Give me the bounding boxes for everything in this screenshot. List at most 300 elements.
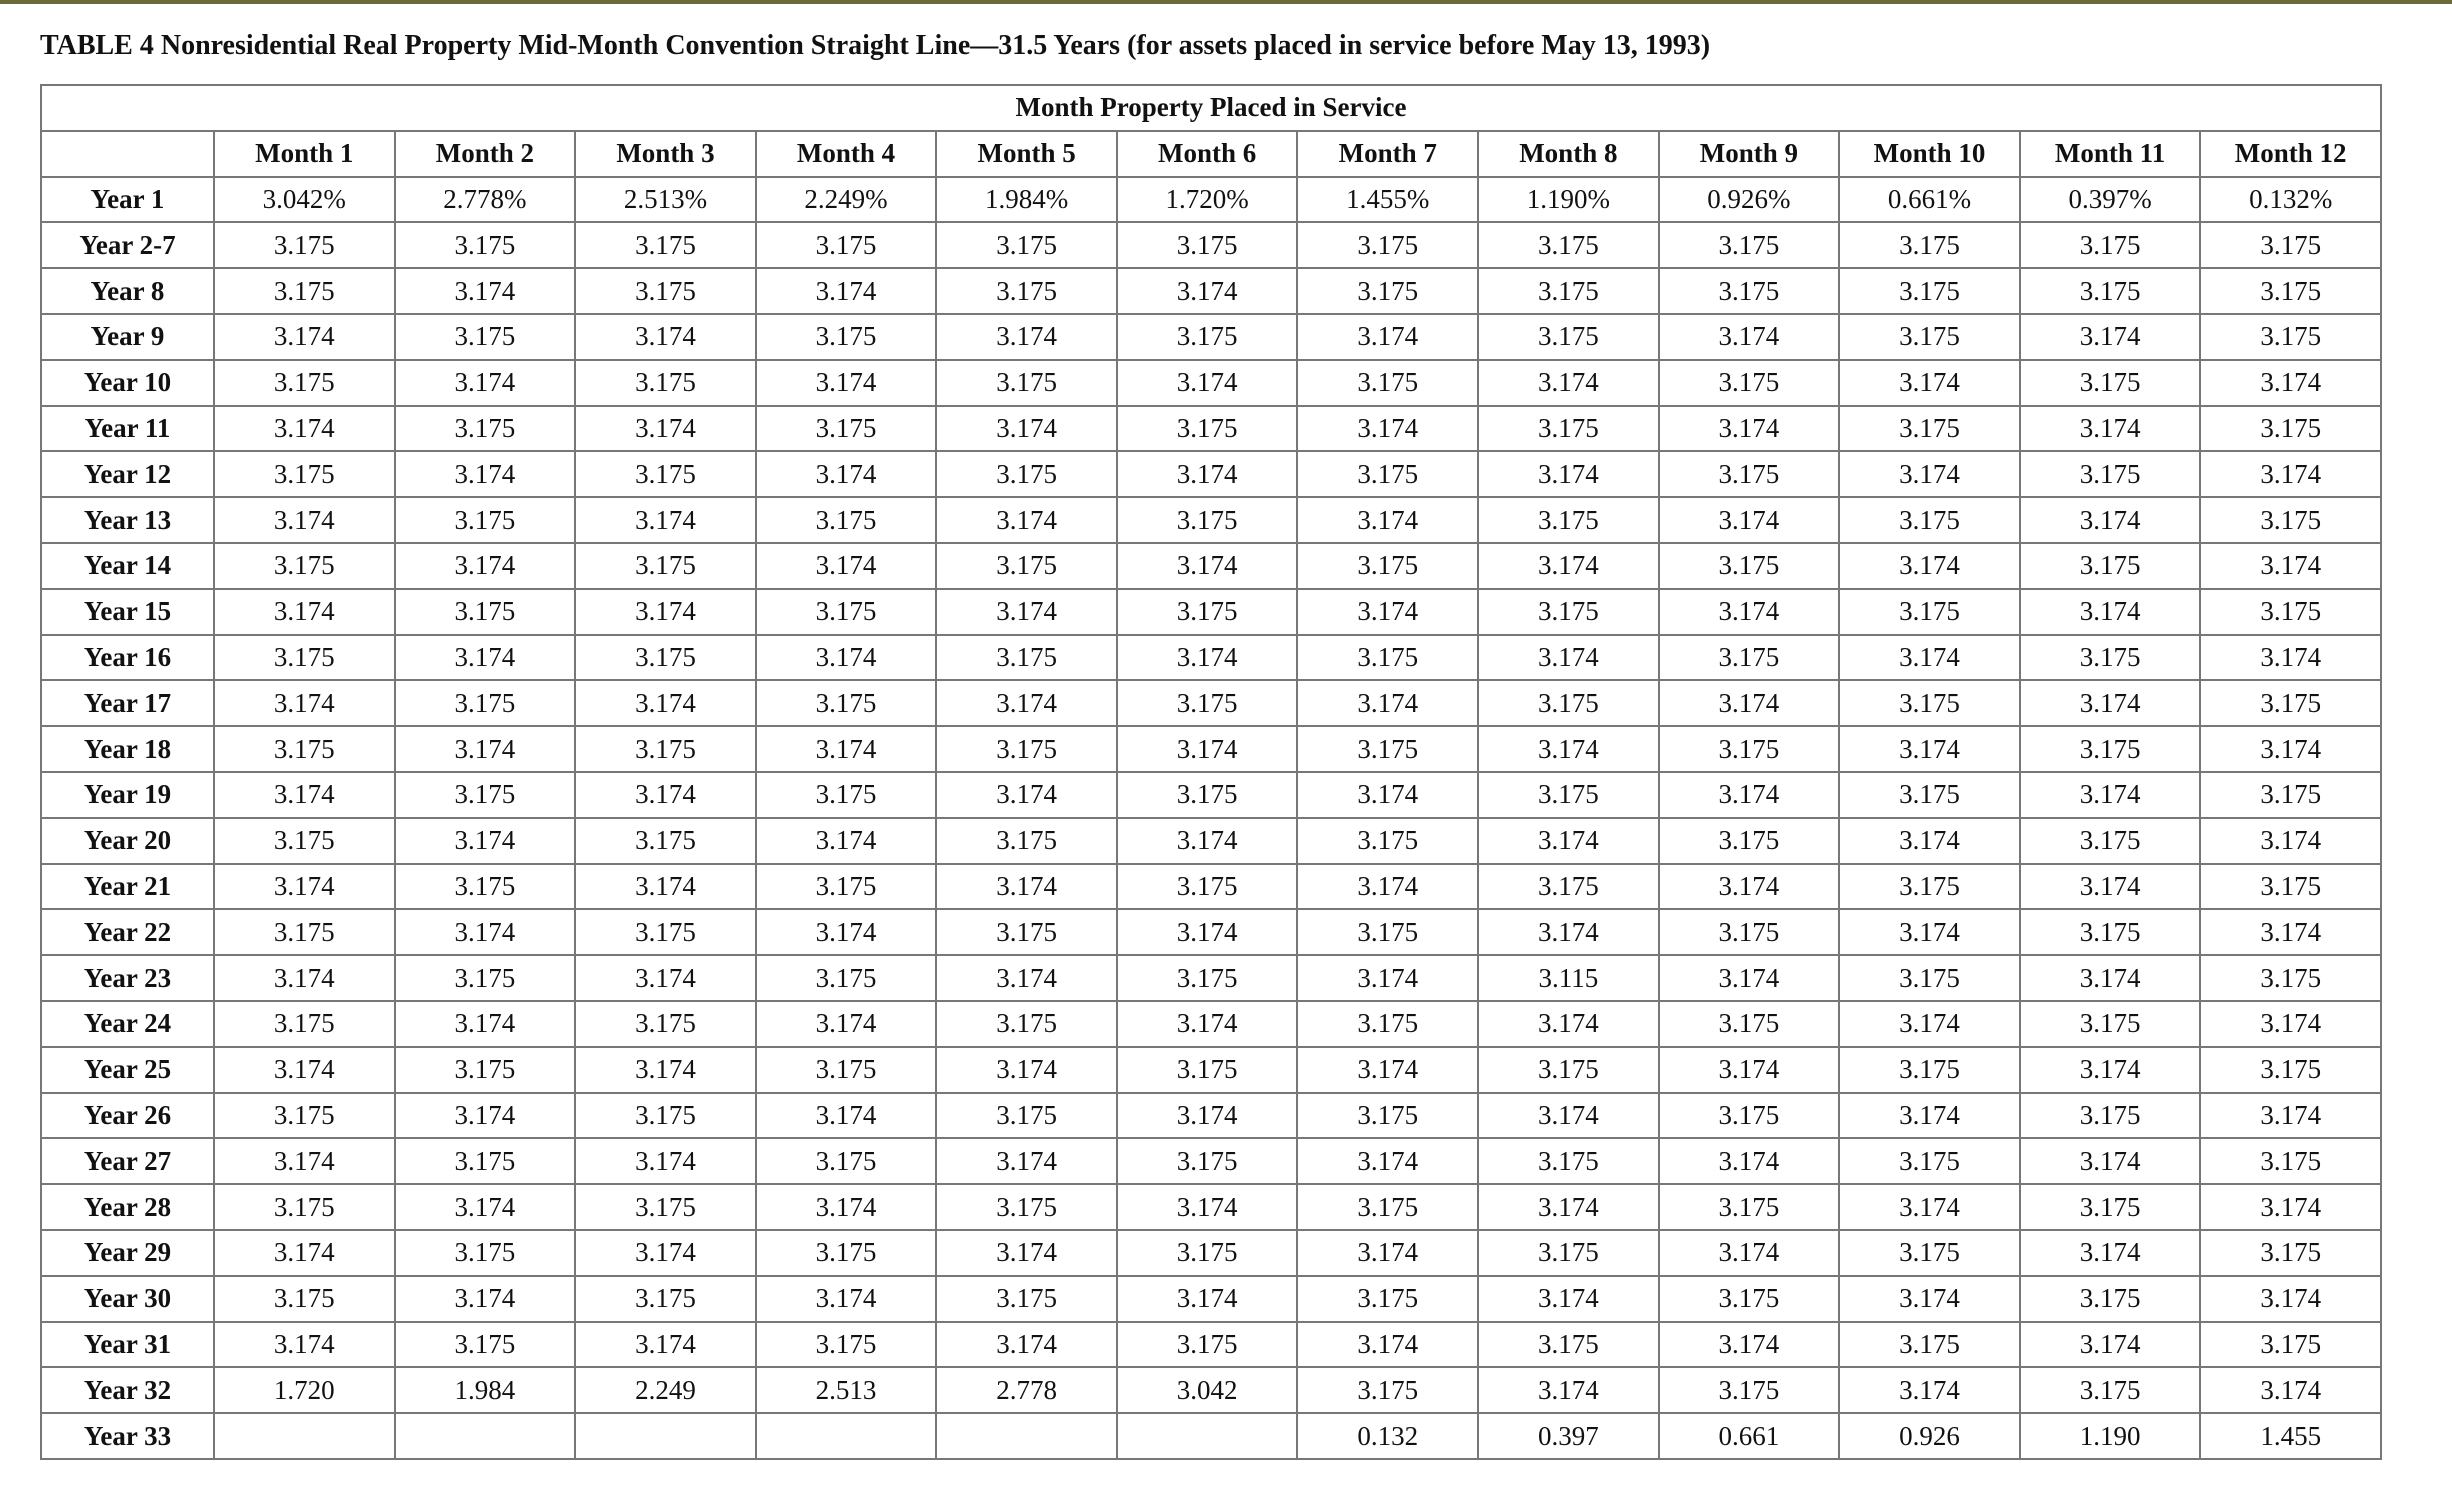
- table-cell: 3.175: [1659, 360, 1840, 406]
- table-cell: 3.175: [1839, 406, 2020, 452]
- table-cell: 3.175: [1117, 772, 1298, 818]
- table-cell: 3.174: [1659, 497, 1840, 543]
- table-cell: 3.174: [756, 635, 937, 681]
- table-cell: 3.175: [1117, 955, 1298, 1001]
- table-cell: 3.174: [2200, 543, 2381, 589]
- table-cell: 3.175: [1659, 635, 1840, 681]
- table-cell: 3.175: [2200, 772, 2381, 818]
- table-cell: 3.174: [1839, 726, 2020, 772]
- table-cell: 3.175: [575, 726, 756, 772]
- table-cell: 3.174: [1117, 818, 1298, 864]
- table-cell: 3.174: [214, 497, 395, 543]
- table-cell: 3.174: [575, 497, 756, 543]
- table-cell: 3.175: [214, 1093, 395, 1139]
- table-row: [41, 772, 2381, 818]
- table-cell: 3.174: [1117, 451, 1298, 497]
- table-cell: 3.175: [1297, 1184, 1478, 1230]
- table-cell: 3.175: [1117, 314, 1298, 360]
- table-cell: 3.174: [1478, 543, 1659, 589]
- table-cell: 3.175: [575, 1001, 756, 1047]
- table-cell: 3.174: [756, 909, 937, 955]
- table-cell: 3.175: [214, 1184, 395, 1230]
- table-cell: 3.175: [395, 864, 576, 910]
- table-cell: 3.175: [395, 1047, 576, 1093]
- table-cell: 3.175: [575, 268, 756, 314]
- table-cell: 3.175: [1297, 635, 1478, 681]
- table-cell: 3.174: [575, 314, 756, 360]
- top-rule: [0, 0, 2452, 4]
- table-cell: 3.174: [395, 360, 576, 406]
- table-cell: 3.174: [936, 1138, 1117, 1184]
- table-cell: 3.174: [214, 772, 395, 818]
- table-cell: 1.190: [2020, 1413, 2201, 1459]
- table-cell: 3.174: [2020, 1322, 2201, 1368]
- table-cell: 3.174: [214, 314, 395, 360]
- row-label: Year 27: [41, 1138, 214, 1184]
- table-cell: 3.175: [756, 222, 937, 268]
- table-cell: 3.174: [1297, 1230, 1478, 1276]
- table-cell: 3.174: [575, 1138, 756, 1184]
- column-header-row: [41, 131, 2381, 177]
- table-cell: 3.175: [1839, 497, 2020, 543]
- table-cell: 3.174: [1478, 1367, 1659, 1413]
- table-cell: 0.926%: [1659, 177, 1840, 223]
- table-cell: 3.175: [1839, 864, 2020, 910]
- table-cell: [214, 1413, 395, 1459]
- table-cell: 3.175: [1659, 1276, 1840, 1322]
- table-cell: 3.174: [1297, 955, 1478, 1001]
- row-label: Year 1: [41, 177, 214, 223]
- table-cell: 3.174: [2200, 1093, 2381, 1139]
- table-cell: 3.175: [1839, 589, 2020, 635]
- column-header: Month 4: [756, 131, 937, 177]
- table-cell: 3.174: [1839, 543, 2020, 589]
- table-cell: 3.174: [214, 1322, 395, 1368]
- table-cell: 3.175: [2020, 360, 2201, 406]
- table-cell: 3.174: [1297, 406, 1478, 452]
- table-cell: 2.778%: [395, 177, 576, 223]
- table-cell: 3.175: [2020, 1001, 2201, 1047]
- table-cell: 3.175: [1478, 406, 1659, 452]
- table-cell: 3.174: [395, 1093, 576, 1139]
- table-cell: 1.720: [214, 1367, 395, 1413]
- table-cell: 3.175: [214, 635, 395, 681]
- column-header: Month 12: [2200, 131, 2381, 177]
- table-cell: 3.174: [1117, 909, 1298, 955]
- table-body: [41, 177, 2381, 1459]
- table-cell: 3.174: [1659, 314, 1840, 360]
- table-row: [41, 955, 2381, 1001]
- table-cell: 3.174: [2020, 680, 2201, 726]
- table-cell: 3.175: [1117, 222, 1298, 268]
- table-row: [41, 1367, 2381, 1413]
- table-cell: 3.175: [2020, 909, 2201, 955]
- table-cell: 3.175: [1117, 1322, 1298, 1368]
- table-row: [41, 543, 2381, 589]
- table-cell: 3.175: [1659, 268, 1840, 314]
- table-row: [41, 222, 2381, 268]
- table-cell: 3.174: [756, 360, 937, 406]
- table-cell: 3.174: [1117, 635, 1298, 681]
- table-cell: 3.174: [1117, 360, 1298, 406]
- table-cell: 3.175: [1297, 1001, 1478, 1047]
- table-cell: 3.174: [395, 1276, 576, 1322]
- table-cell: 3.175: [936, 268, 1117, 314]
- table-cell: 3.175: [1297, 360, 1478, 406]
- table-cell: 3.174: [395, 268, 576, 314]
- table-cell: 3.174: [214, 406, 395, 452]
- column-header: Month 6: [1117, 131, 1298, 177]
- row-label: Year 17: [41, 680, 214, 726]
- table-cell: 0.661: [1659, 1413, 1840, 1459]
- table-cell: 3.174: [2200, 360, 2381, 406]
- table-cell: 3.174: [395, 1001, 576, 1047]
- table-cell: 3.175: [1839, 314, 2020, 360]
- table-cell: 3.175: [1297, 543, 1478, 589]
- table-cell: 3.175: [1478, 1230, 1659, 1276]
- table-cell: [936, 1413, 1117, 1459]
- table-cell: 3.175: [1117, 497, 1298, 543]
- table-cell: 3.174: [1839, 1276, 2020, 1322]
- row-label: Year 15: [41, 589, 214, 635]
- row-label: Year 25: [41, 1047, 214, 1093]
- table-cell: 2.778: [936, 1367, 1117, 1413]
- table-cell: 3.175: [1478, 864, 1659, 910]
- table-cell: 3.174: [2200, 1184, 2381, 1230]
- table-row: [41, 314, 2381, 360]
- table-cell: 3.174: [2200, 451, 2381, 497]
- table-cell: 3.174: [575, 680, 756, 726]
- table-cell: 2.513: [756, 1367, 937, 1413]
- table-cell: 3.175: [1659, 1367, 1840, 1413]
- table-cell: 3.175: [2020, 451, 2201, 497]
- table-cell: 3.174: [2200, 1367, 2381, 1413]
- row-label: Year 31: [41, 1322, 214, 1368]
- table-cell: 3.175: [2200, 1138, 2381, 1184]
- table-cell: 3.174: [1297, 314, 1478, 360]
- table-row: [41, 589, 2381, 635]
- table-cell: 3.175: [2020, 1276, 2201, 1322]
- row-label: Year 28: [41, 1184, 214, 1230]
- table-cell: 3.175: [575, 1184, 756, 1230]
- table-cell: 3.175: [2020, 222, 2201, 268]
- table-cell: 3.174: [1297, 1047, 1478, 1093]
- table-cell: 3.175: [1478, 680, 1659, 726]
- table-cell: 3.174: [1659, 772, 1840, 818]
- table-cell: 3.175: [214, 909, 395, 955]
- table-cell: 1.984: [395, 1367, 576, 1413]
- row-label: Year 33: [41, 1413, 214, 1459]
- table-cell: 2.513%: [575, 177, 756, 223]
- table-cell: 3.175: [214, 268, 395, 314]
- table-cell: 3.175: [214, 360, 395, 406]
- table-cell: 3.174: [2200, 635, 2381, 681]
- table-cell: 3.175: [756, 1322, 937, 1368]
- table-cell: 3.175: [395, 497, 576, 543]
- table-cell: 3.174: [1297, 1322, 1478, 1368]
- row-label: Year 9: [41, 314, 214, 360]
- table-cell: 3.174: [1297, 1138, 1478, 1184]
- table-cell: 3.174: [575, 864, 756, 910]
- table-cell: 3.175: [756, 1047, 937, 1093]
- table-cell: 3.174: [575, 406, 756, 452]
- table-cell: 3.174: [936, 680, 1117, 726]
- table-cell: 3.175: [2200, 1322, 2381, 1368]
- table-cell: 3.175: [1659, 451, 1840, 497]
- table-cell: 3.175: [1659, 818, 1840, 864]
- table-cell: 3.174: [756, 451, 937, 497]
- table-cell: 3.175: [1659, 909, 1840, 955]
- table-cell: 3.175: [1117, 680, 1298, 726]
- row-label: Year 11: [41, 406, 214, 452]
- table-cell: 3.174: [395, 635, 576, 681]
- table-cell: 3.175: [395, 1322, 576, 1368]
- row-label: Year 12: [41, 451, 214, 497]
- table-cell: 3.174: [2020, 955, 2201, 1001]
- table-cell: 3.174: [2020, 1138, 2201, 1184]
- table-cell: 1.455%: [1297, 177, 1478, 223]
- table-cell: 3.174: [1117, 1184, 1298, 1230]
- table-cell: 3.175: [1839, 1230, 2020, 1276]
- table-cell: 3.175: [1478, 268, 1659, 314]
- table-cell: 1.984%: [936, 177, 1117, 223]
- table-cell: 0.132%: [2200, 177, 2381, 223]
- row-label: Year 23: [41, 955, 214, 1001]
- row-label: Year 24: [41, 1001, 214, 1047]
- table-row: [41, 1230, 2381, 1276]
- table-cell: 3.175: [575, 451, 756, 497]
- table-cell: 3.175: [1117, 1047, 1298, 1093]
- table-row: [41, 406, 2381, 452]
- table-cell: 3.175: [1297, 1367, 1478, 1413]
- table-cell: 3.174: [936, 406, 1117, 452]
- table-cell: 3.174: [1839, 1001, 2020, 1047]
- table-cell: 3.175: [1478, 1047, 1659, 1093]
- table-row: [41, 451, 2381, 497]
- table-row: [41, 1047, 2381, 1093]
- row-label: Year 16: [41, 635, 214, 681]
- column-header: Month 10: [1839, 131, 2020, 177]
- table-cell: 3.175: [214, 222, 395, 268]
- table-cell: 3.175: [1659, 1184, 1840, 1230]
- table-cell: 3.174: [1297, 680, 1478, 726]
- table-cell: 3.174: [575, 589, 756, 635]
- table-cell: 3.175: [1478, 1322, 1659, 1368]
- table-cell: 3.175: [1839, 1322, 2020, 1368]
- table-cell: 3.174: [936, 955, 1117, 1001]
- table-cell: 3.175: [936, 909, 1117, 955]
- table-cell: 3.175: [936, 726, 1117, 772]
- table-cell: 3.175: [1839, 222, 2020, 268]
- table-row: [41, 1413, 2381, 1459]
- table-cell: 3.175: [756, 406, 937, 452]
- column-header: Month 1: [214, 131, 395, 177]
- table-cell: 3.174: [1839, 909, 2020, 955]
- table-row: [41, 268, 2381, 314]
- table-cell: 3.175: [2200, 314, 2381, 360]
- table-cell: 3.175: [1297, 818, 1478, 864]
- table-row: [41, 864, 2381, 910]
- table-cell: 3.174: [2200, 818, 2381, 864]
- table-cell: 3.175: [756, 680, 937, 726]
- column-header: Month 7: [1297, 131, 1478, 177]
- table-row: [41, 909, 2381, 955]
- table-cell: 3.174: [1478, 360, 1659, 406]
- table-cell: 3.175: [1117, 1230, 1298, 1276]
- table-cell: 3.175: [756, 864, 937, 910]
- table-cell: 3.175: [214, 1276, 395, 1322]
- table-cell: 3.175: [2200, 589, 2381, 635]
- table-cell: 3.174: [214, 1138, 395, 1184]
- table-cell: 3.174: [575, 955, 756, 1001]
- table-cell: 3.175: [756, 772, 937, 818]
- table-row: [41, 360, 2381, 406]
- table-cell: 3.175: [2200, 406, 2381, 452]
- table-cell: 3.175: [575, 222, 756, 268]
- table-cell: 3.175: [214, 451, 395, 497]
- table-cell: 3.175: [2020, 1367, 2201, 1413]
- table-cell: 0.661%: [1839, 177, 2020, 223]
- table-cell: 3.174: [936, 1322, 1117, 1368]
- table-cell: 3.175: [395, 314, 576, 360]
- row-label: Year 21: [41, 864, 214, 910]
- table-cell: 3.174: [395, 818, 576, 864]
- table-cell: 3.175: [395, 406, 576, 452]
- table-row: [41, 1276, 2381, 1322]
- table-cell: 3.174: [1117, 726, 1298, 772]
- table-cell: 3.174: [756, 726, 937, 772]
- table-cell: 3.174: [1117, 1093, 1298, 1139]
- table-cell: 3.175: [1839, 1047, 2020, 1093]
- table-cell: 3.174: [936, 497, 1117, 543]
- table-cell: 3.174: [1117, 268, 1298, 314]
- row-label: Year 20: [41, 818, 214, 864]
- table-cell: 3.175: [936, 1276, 1117, 1322]
- table-cell: 3.042%: [214, 177, 395, 223]
- table-cell: 3.174: [214, 680, 395, 726]
- table-cell: 1.455: [2200, 1413, 2381, 1459]
- table-cell: 3.175: [1117, 406, 1298, 452]
- table-cell: 3.175: [214, 1001, 395, 1047]
- table-cell: 3.174: [756, 1001, 937, 1047]
- table-row: [41, 177, 2381, 223]
- table-cell: 3.175: [1839, 680, 2020, 726]
- table-cell: 3.174: [1478, 1093, 1659, 1139]
- table-cell: 3.175: [1297, 268, 1478, 314]
- column-header: Month 2: [395, 131, 576, 177]
- table-cell: 3.175: [2200, 1230, 2381, 1276]
- table-cell: 3.175: [1297, 1093, 1478, 1139]
- table-cell: 3.175: [2200, 680, 2381, 726]
- table-cell: 3.174: [1659, 1322, 1840, 1368]
- table-cell: 3.175: [1839, 955, 2020, 1001]
- table-cell: 3.175: [1478, 1138, 1659, 1184]
- table-cell: 3.175: [936, 1001, 1117, 1047]
- table-cell: 3.174: [1478, 1276, 1659, 1322]
- table-cell: 3.174: [1478, 451, 1659, 497]
- table-row: [41, 680, 2381, 726]
- table-cell: 2.249%: [756, 177, 937, 223]
- table-cell: 3.174: [2200, 909, 2381, 955]
- table-cell: 3.175: [2020, 543, 2201, 589]
- table-cell: 3.175: [575, 1276, 756, 1322]
- table-cell: 3.174: [1659, 406, 1840, 452]
- table-cell: 3.174: [1478, 635, 1659, 681]
- table-cell: 3.175: [1839, 1138, 2020, 1184]
- table-cell: 3.174: [395, 1184, 576, 1230]
- table-cell: 3.175: [756, 1230, 937, 1276]
- table-cell: 3.174: [1659, 1138, 1840, 1184]
- table-cell: 3.174: [395, 726, 576, 772]
- table-cell: 3.175: [2200, 955, 2381, 1001]
- table-row: [41, 1184, 2381, 1230]
- table-cell: 3.174: [1478, 909, 1659, 955]
- table-cell: 3.174: [1659, 589, 1840, 635]
- table-cell: 3.175: [1478, 772, 1659, 818]
- table-cell: 3.175: [2200, 222, 2381, 268]
- table-cell: 3.175: [395, 680, 576, 726]
- table-cell: 3.174: [395, 543, 576, 589]
- table-title: TABLE 4 Nonresidential Real Property Mid-Month Convention Straight Line—31.5 Years (for assets placed in service before May 13, 1993): [40, 30, 1711, 61]
- table-cell: 3.174: [1839, 818, 2020, 864]
- table-cell: 3.175: [2200, 268, 2381, 314]
- table-cell: 3.175: [575, 360, 756, 406]
- table-cell: 1.720%: [1117, 177, 1298, 223]
- table-cell: 3.174: [1659, 680, 1840, 726]
- table-cell: 3.042: [1117, 1367, 1298, 1413]
- table-cell: 3.175: [936, 1093, 1117, 1139]
- table-cell: 3.175: [936, 451, 1117, 497]
- table-cell: 3.175: [214, 818, 395, 864]
- table-cell: 3.174: [575, 1230, 756, 1276]
- table-cell: 3.174: [936, 589, 1117, 635]
- table-cell: 3.175: [1478, 589, 1659, 635]
- table-cell: 3.174: [1839, 1093, 2020, 1139]
- table-cell: 3.175: [936, 635, 1117, 681]
- table-cell: 3.175: [395, 1230, 576, 1276]
- table-cell: 3.175: [936, 1184, 1117, 1230]
- column-header: Month 5: [936, 131, 1117, 177]
- row-label: Year 8: [41, 268, 214, 314]
- table-cell: 3.174: [1117, 1001, 1298, 1047]
- table-row: [41, 497, 2381, 543]
- table-cell: [1117, 1413, 1298, 1459]
- table-cell: 3.174: [214, 955, 395, 1001]
- table-cell: 3.175: [395, 955, 576, 1001]
- table-cell: 3.174: [214, 864, 395, 910]
- table-cell: 3.174: [214, 589, 395, 635]
- table-cell: 3.175: [395, 1138, 576, 1184]
- table-cell: 3.174: [1478, 726, 1659, 772]
- table-cell: 3.175: [1478, 497, 1659, 543]
- table-cell: 3.175: [1659, 1093, 1840, 1139]
- table-cell: 3.174: [2200, 726, 2381, 772]
- column-header: Month 8: [1478, 131, 1659, 177]
- table-cell: 3.174: [1659, 864, 1840, 910]
- row-label: Year 30: [41, 1276, 214, 1322]
- table-cell: 3.174: [756, 1184, 937, 1230]
- table-cell: 3.174: [575, 772, 756, 818]
- table-row: [41, 1138, 2381, 1184]
- table-row: [41, 1322, 2381, 1368]
- table-cell: 3.174: [936, 1230, 1117, 1276]
- table-cell: 3.174: [2020, 1047, 2201, 1093]
- group-header: Month Property Placed in Service: [41, 85, 2381, 131]
- table-cell: 3.174: [1117, 1276, 1298, 1322]
- table-row: [41, 1093, 2381, 1139]
- table-cell: 3.174: [2020, 864, 2201, 910]
- table-cell: 3.174: [575, 1322, 756, 1368]
